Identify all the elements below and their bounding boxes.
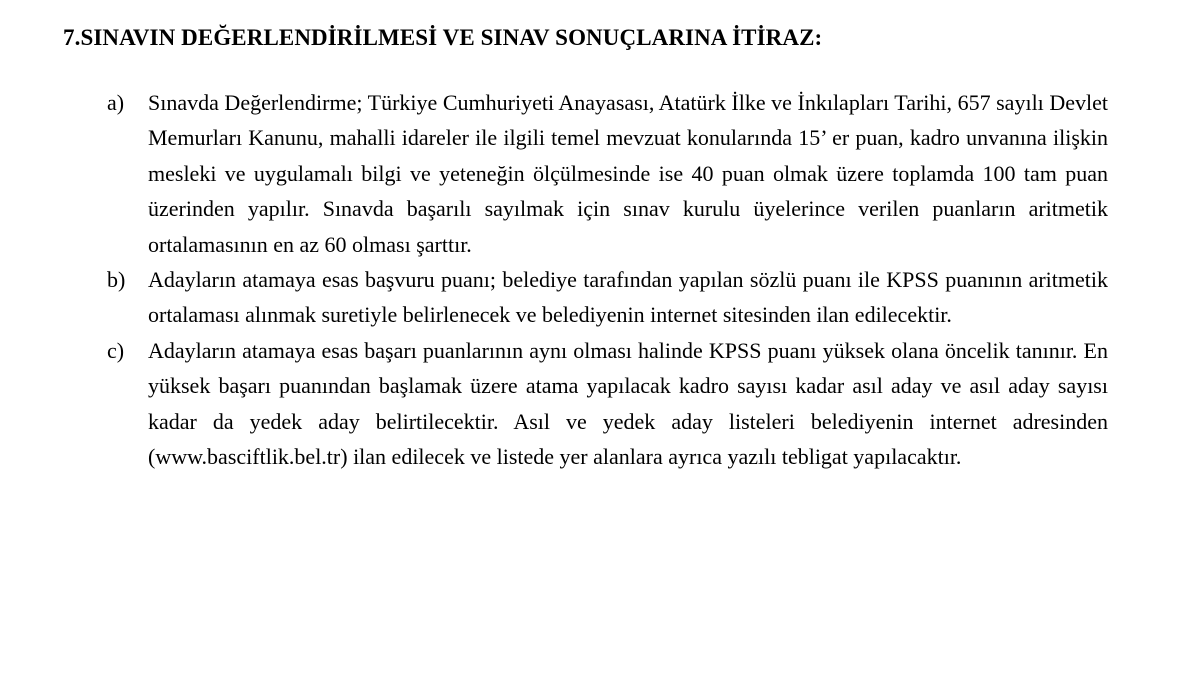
list-item-a (0, 85, 1200, 262)
list-marker: b) (107, 267, 126, 293)
section-heading: 7.SINAVIN DEĞERLENDİRİLMESİ VE SINAV SONUÇLARINA İTİRAZ: (63, 25, 823, 50)
list-marker: a) (107, 90, 125, 115)
list-item-text: Adayların atamaya esas başarı puanlarının aynı olması halinde KPSS puanı yüksek olana öncelik tanınır. En yüksek başarı puanından başlamak üzere atama yapılacak kadro sayısı kadar asıl aday ve asıl aday sayısı kadar da yedek aday belirtilecektir. Asıl ve yedek aday listeleri belediyenin internet adresinden (www.basciftlik.bel.tr) ilan edilecek ve listede yer alanlara ayrıca yazılı tebligat yapılacaktır. (148, 337, 1108, 470)
list-item-c (0, 333, 1200, 475)
list-item-b (0, 262, 1200, 333)
evaluation-list (0, 85, 1200, 474)
list-item-text: Sınavda Değerlendirme; Türkiye Cumhuriyeti Anayasası, Atatürk İlke ve İnkılapları Tarihi, 657 sayılı Devlet Memurları Kanunu, mahalli idareler ile ilgili temel mevzuat konularında 15’ er puan, kadro unvanına ilişkin mesleki ve uygulamalı bilgi ve yeteneğin ölçülmesinde ise 40 puan olmak üzere toplamda 100 tam puan üzerinden yapılır. Sınavda başarılı sayılmak için sınav kurulu üyelerince verilen puanların aritmetik ortalamasının en az 60 olması şarttır. (148, 90, 1108, 257)
list-item-text: Adayların atamaya esas başvuru puanı; belediye tarafından yapılan sözlü puanı ile KPSS puanının aritmetik ortalaması alınmak suretiyle belirlenecek ve belediyenin internet sitesinden ilan edilecektir. (148, 267, 1108, 328)
list-marker: c) (107, 337, 125, 363)
